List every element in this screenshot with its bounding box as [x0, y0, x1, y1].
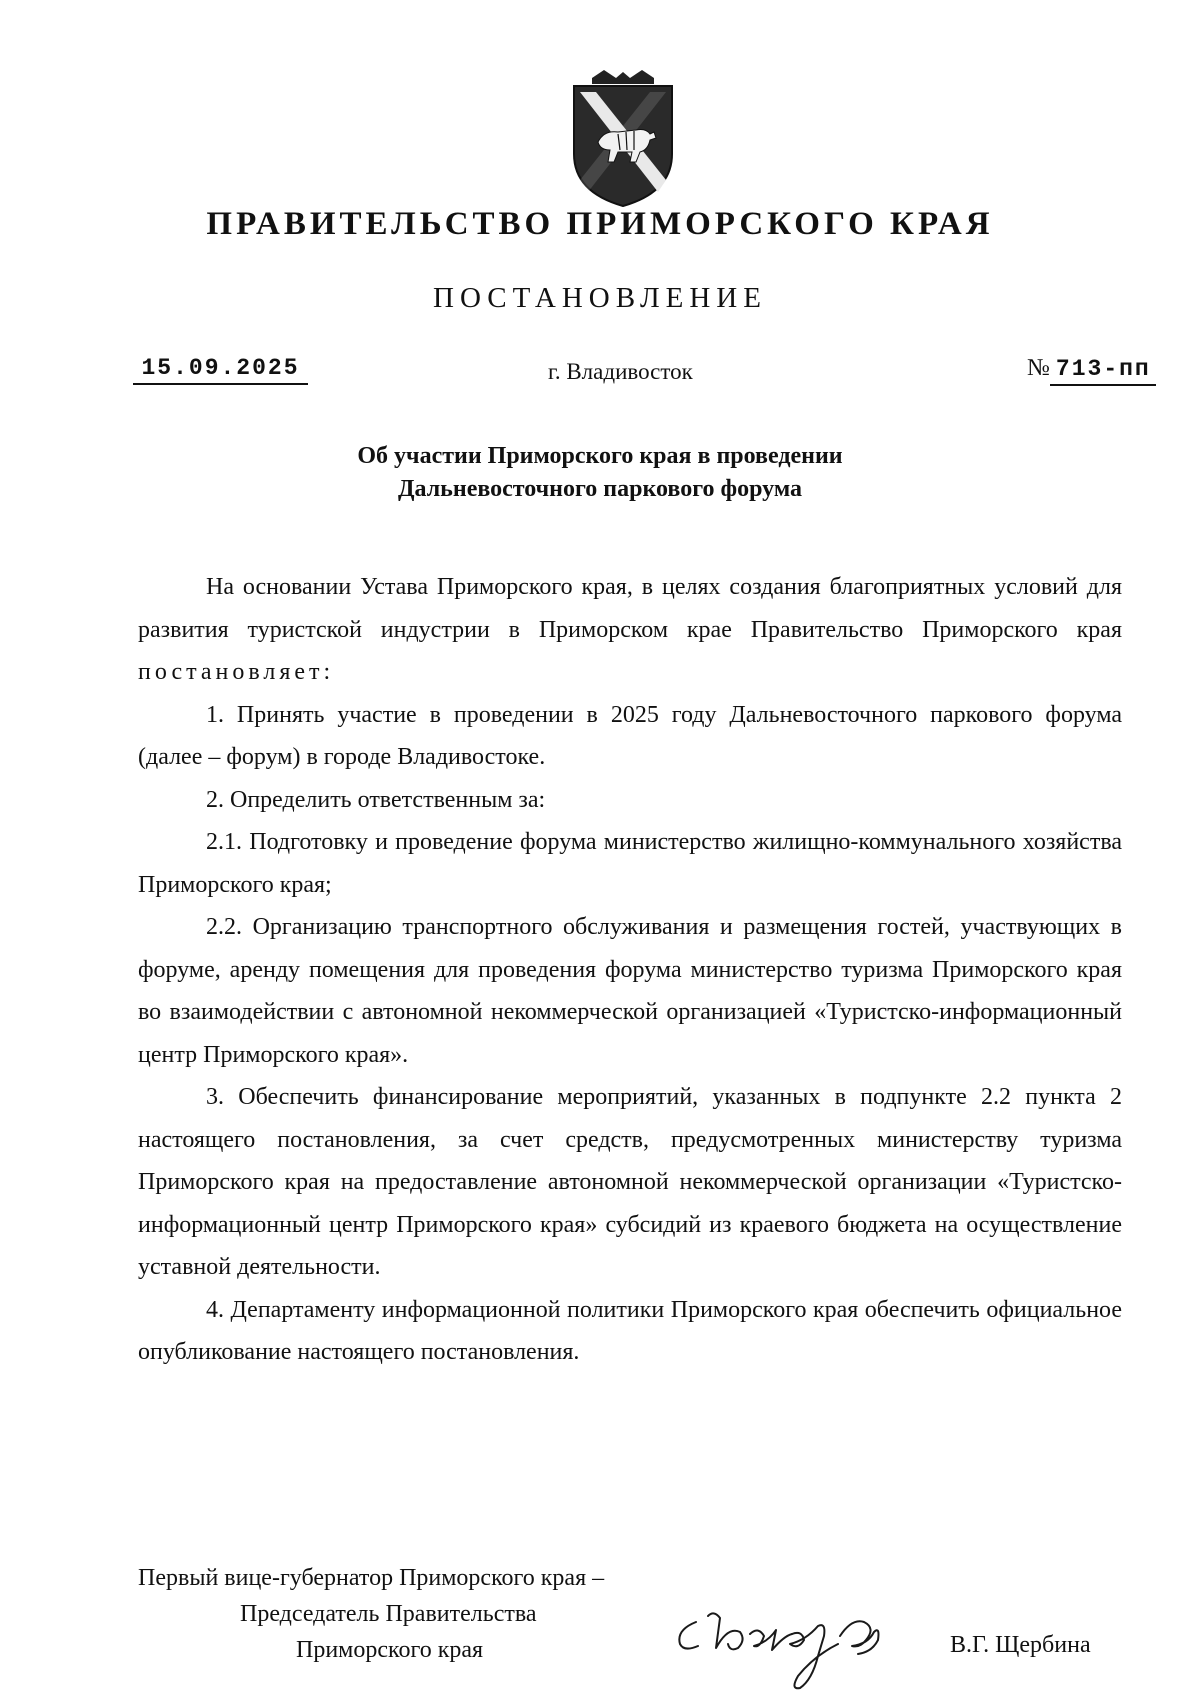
document-type: ПОСТАНОВЛЕНИЕ [433, 282, 767, 314]
clause-1: 1. Принять участие в проведении в 2025 году Дальневосточного паркового форума (далее – форум) в городе Владивостоке. [138, 701, 1122, 770]
coat-of-arms-icon [570, 70, 676, 208]
clause-2-2: 2.2. Организацию транспортного обслуживания и размещения гостей, участвующих в форуме, аренду помещения для проведения форума министерство туризма Приморского края во взаимодействии с автономной некоммерческой организацией «Туристско-информационный центр Приморского края». [138, 914, 1122, 1068]
document-date: 15.09.2025 [133, 355, 308, 385]
number-value: 713-пп [1050, 356, 1156, 386]
number-sign: № [1027, 355, 1050, 381]
handwritten-signature [668, 1596, 933, 1694]
clause-3: 3. Обеспечить финансирование мероприятий, указанных в подпункте 2.2 пункта 2 настоящего постановления, за счет средств, предусмотренных министерству туризма Приморского края на предоставление автономной некоммерческой организации «Туристско-информационный центр Приморского края» субсидий из краевого бюджета на осуществление уставной деятельности. [138, 1084, 1122, 1280]
position-line-1: Первый вице-губернатор Приморского края – [138, 1565, 605, 1591]
signatory-name: В.Г. Щербина [950, 1632, 1091, 1658]
subject-line-1: Об участии Приморского края в проведении [357, 443, 843, 469]
document-subject [0, 440, 1200, 506]
position-line-3: Приморского края [296, 1637, 484, 1663]
clause-2: 2. Определить ответственным за: [206, 786, 546, 813]
preamble-paragraph [138, 566, 1122, 694]
government-title: ПРАВИТЕЛЬСТВО ПРИМОРСКОГО КРАЯ [206, 206, 994, 242]
clause-2-1: 2.1. Подготовку и проведение форума министерство жилищно-коммунального хозяйства Приморского края; [138, 829, 1122, 898]
document-number [1027, 355, 1156, 386]
signatory-position [138, 1560, 604, 1668]
preamble-text: На основании Устава Приморского края, в целях создания благоприятных условий для развития туристской индустрии в Приморском крае Правительство Приморского края [138, 574, 1122, 643]
document-body [138, 566, 1122, 1374]
subject-line-2: Дальневосточного паркового форума [397, 476, 802, 502]
preamble-resolves: постановляет: [138, 659, 335, 685]
position-line-2: Председатель Правительства [240, 1601, 537, 1627]
clause-4: 4. Департаменту информационной политики Приморского края обеспечить официальное опубликование настоящего постановления. [138, 1296, 1122, 1365]
document-city: г. Владивосток [548, 359, 693, 384]
